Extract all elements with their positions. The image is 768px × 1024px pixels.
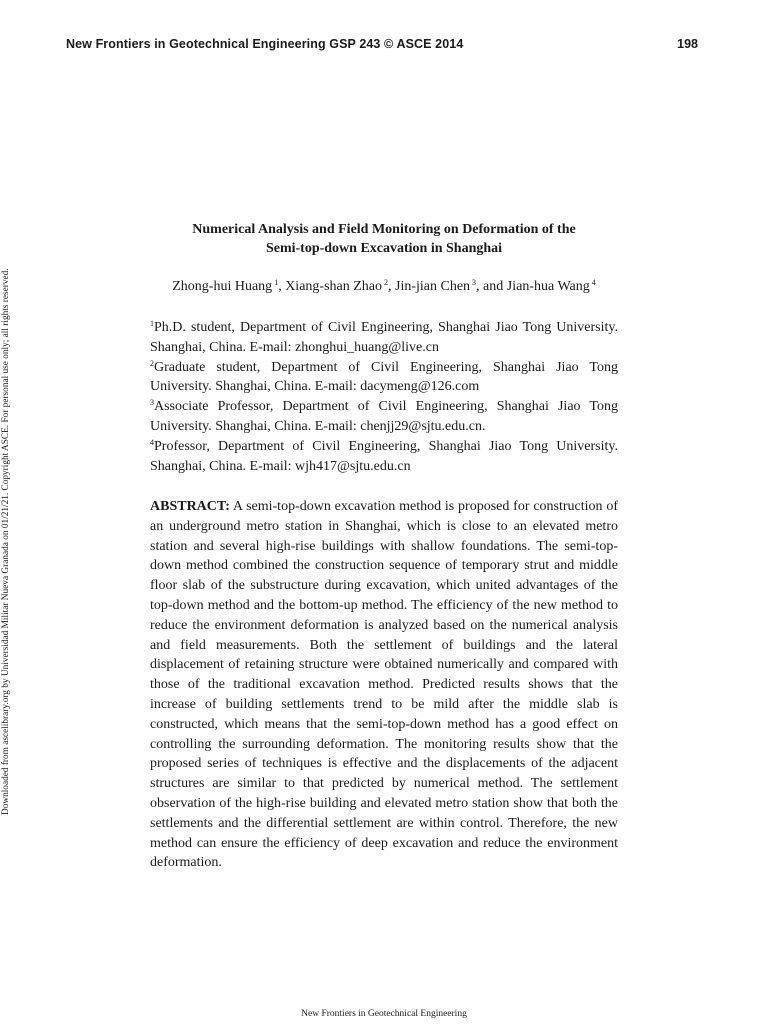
paper-title <box>150 220 618 258</box>
author-separator: , and <box>476 279 507 294</box>
affiliation-mark: 3 <box>150 398 154 408</box>
author-name: Jin-jian Chen <box>395 279 471 294</box>
affiliation-text: Professor, Department of Civil Engineering, Shanghai Jiao Tong University. Shanghai, China. E-mail: wjh417@sjtu.edu.cn <box>150 438 618 474</box>
page-number: 198 <box>677 37 698 51</box>
author-separator: , <box>278 279 286 294</box>
affiliation-mark: 2 <box>150 358 154 368</box>
abstract-text: A semi-top-down excavation method is proposed for construction of an underground metro station in Shanghai, which is close to an elevated metro station and several high-rise buildings with shallow foundations. The semi-top-down method combined the construction sequence of temporary strut and middle floor slab of the substructure during excavation, which united advantages of the top-down method and the bottom-up method. The efficiency of the new method to reduce the environment deformation is analyzed based on the numerical analysis and field measurements. Both the settlement of buildings and the lateral displacement of retaining structure were obtained numerically and compared with those of the traditional excavation method. Predicted results shows that the increase of building settlements trend to be mild after the middle slab is constructed, which means that the semi-top-down method has a good effect on controlling the surrounding deformation. The monitoring results show that the proposed series of techniques is effective and the displacements of the adjacent structures are similar to that predicted by numerical method. The settlement observation of the high-rise building and elevated metro station show that both the settlements and the differential settlement are within control. Therefore, the new method can ensure the efficiency of deep excavation and reduce the environment deformation. <box>150 499 618 871</box>
affiliation-text: Associate Professor, Department of Civil Engineering, Shanghai Jiao Tong University. Shanghai, China. E-mail: chenjj29@sjtu.edu.cn. <box>150 399 618 434</box>
affiliation <box>150 318 618 358</box>
running-header: New Frontiers in Geotechnical Engineering GSP 243 © ASCE 2014 <box>66 37 464 51</box>
affiliation-mark: 1 <box>150 319 154 328</box>
footer: New Frontiers in Geotechnical Engineering <box>301 1009 467 1019</box>
author-mark: 1 <box>274 278 279 287</box>
affiliation-mark: 4 <box>150 437 154 447</box>
title-line: Semi-top-down Excavation in Shanghai <box>265 241 503 256</box>
affiliation-text: Graduate student, Department of Civil Engineering, Shanghai Jiao Tong University. Shanghai, China. E-mail: dacymeng@126.com <box>150 359 618 395</box>
author-separator: , <box>388 279 395 294</box>
author-mark: 3 <box>472 278 477 287</box>
author-mark: 4 <box>591 278 596 287</box>
download-notice: Downloaded from ascelibrary.org by Universidad Militar Nueva Granada on 01/21/21. Copyright ASCE. For personal use only; all rights reserved. <box>1 268 11 815</box>
title-line: Numerical Analysis and Field Monitoring on Deformation of the <box>192 222 576 237</box>
affiliation <box>150 358 618 398</box>
author-list <box>150 279 618 295</box>
affiliation <box>150 437 618 477</box>
affiliations <box>150 318 618 476</box>
author-name: Xiang-shan Zhao <box>285 279 382 294</box>
author-mark: 2 <box>384 278 388 287</box>
affiliation-text: Ph.D. student, Department of Civil Engineering, Shanghai Jiao Tong University. Shanghai, China. E-mail: zhonghui_huang@live.cn <box>150 320 618 355</box>
abstract-label: ABSTRACT: <box>150 499 230 514</box>
abstract <box>150 497 618 873</box>
author-name: Zhong-hui Huang <box>172 279 273 294</box>
affiliation <box>150 397 618 437</box>
author-name: Jian-hua Wang <box>506 279 590 294</box>
